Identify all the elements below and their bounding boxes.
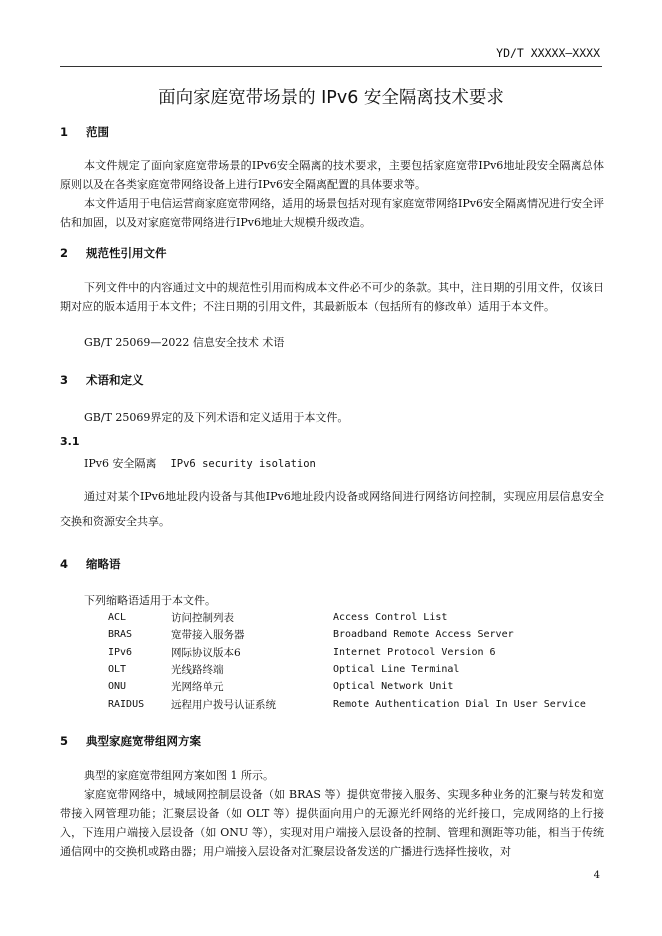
abbr-english: Optical Network Unit bbox=[333, 681, 454, 693]
abbr: IPv6 bbox=[108, 646, 133, 658]
section-number: 2 bbox=[60, 246, 69, 260]
section-3-heading bbox=[60, 372, 144, 388]
document-code: YD/T XXXXX—XXXX bbox=[496, 46, 600, 60]
section-5-heading bbox=[60, 733, 201, 749]
section-4-intro: 下列缩略语适用于本文件。 bbox=[84, 594, 216, 607]
term-definition bbox=[60, 484, 604, 534]
abbr-chinese: 光线路终端 bbox=[171, 664, 224, 677]
abbr-chinese: 网际协议版本6 bbox=[171, 646, 241, 659]
section-title: 术语和定义 bbox=[86, 373, 144, 387]
paragraph: 下列文件中的内容通过文中的规范性引用而构成本文件必不可少的条款。其中，注日期的引用文件，仅该日期对应的版本适用于本文件；不注日期的引用文件，其最新版本（包括所有的修改单）适用于本文件。 bbox=[60, 281, 604, 313]
section-number: 4 bbox=[60, 557, 69, 571]
page-number: 4 bbox=[593, 870, 600, 881]
section-4-heading bbox=[60, 556, 121, 572]
abbreviation-row bbox=[108, 678, 586, 695]
abbr: BRAS bbox=[108, 629, 133, 641]
abbreviation-row bbox=[108, 626, 586, 643]
abbr-chinese: 宽带接入服务器 bbox=[171, 629, 245, 642]
section-number: 3 bbox=[60, 373, 69, 387]
section-title: 典型家庭宽带组网方案 bbox=[86, 734, 201, 748]
abbr: ONU bbox=[108, 681, 127, 693]
section-1-body bbox=[60, 156, 604, 232]
abbr-english: Optical Line Terminal bbox=[333, 664, 460, 676]
section-number: 1 bbox=[60, 125, 69, 139]
abbr: OLT bbox=[108, 664, 127, 676]
paragraph: 典型的家庭宽带组网方案如图 1 所示。 bbox=[84, 769, 274, 782]
abbr: ACL bbox=[108, 612, 127, 624]
paragraph: 本文件适用于电信运营商家庭宽带网络，适用的场景包括对现有家庭宽带网络IPv6安全隔离情况进行安全评估和加固，以及对家庭宽带网络进行IPv6地址大规模升级改造。 bbox=[60, 197, 604, 229]
section-title: 缩略语 bbox=[86, 557, 121, 571]
section-3-intro: GB/T 25069界定的及下列术语和定义适用于本文件。 bbox=[84, 411, 349, 424]
abbr-english: Access Control List bbox=[333, 612, 448, 624]
abbr: RAIDUS bbox=[108, 698, 145, 710]
term-chinese: IPv6 安全隔离 bbox=[84, 457, 157, 470]
section-5-body bbox=[60, 766, 604, 861]
section-1-heading bbox=[60, 124, 109, 140]
abbreviation-row bbox=[108, 661, 586, 678]
abbreviation-row bbox=[108, 695, 586, 712]
paragraph: 通过对某个IPv6地址段内设备与其他IPv6地址段内设备或网络间进行网络访问控制，实现应用层信息安全交换和资源安全共享。 bbox=[60, 490, 604, 528]
abbr-english: Remote Authentication Dial In User Service bbox=[333, 698, 586, 710]
abbr-chinese: 光网络单元 bbox=[171, 681, 224, 694]
section-2-body bbox=[60, 278, 604, 316]
section-2-heading bbox=[60, 245, 167, 261]
document-title: 面向家庭宽带场景的 IPv6 安全隔离技术要求 bbox=[158, 88, 504, 108]
section-title: 规范性引用文件 bbox=[86, 246, 167, 260]
abbr-english: Internet Protocol Version 6 bbox=[333, 646, 496, 658]
paragraph: 家庭宽带网络中，城域网控制层设备（如 BRAS 等）提供宽带接入服务、实现多种业务的汇聚与转发和宽带接入网管理功能；汇聚层设备（如 OLT 等）提供面向用户的无源光纤网络的光纤接口，完成网络的上行接入，下连用户端接入层设备（如 ONU 等），实现对用户端接入层设备的控制、管理和测距等功能，相当于传统通信网中的交换机或路由器；用户端接入层设备对汇聚层设备发送的广播进行选择性接收，对 bbox=[60, 788, 604, 858]
header-divider bbox=[60, 66, 602, 67]
term-number: 3.1 bbox=[60, 435, 80, 448]
paragraph: 本文件规定了面向家庭宽带场景的IPv6安全隔离的技术要求，主要包括家庭宽带IPv6地址段安全隔离总体原则以及在各类家庭宽带网络设备上进行IPv6安全隔离配置的具体要求等。 bbox=[60, 159, 604, 191]
term-english: IPv6 security isolation bbox=[170, 458, 316, 470]
normative-reference: GB/T 25069—2022 信息安全技术 术语 bbox=[84, 336, 285, 349]
term-entry bbox=[84, 455, 316, 471]
abbreviation-row bbox=[108, 609, 586, 626]
abbreviation-list bbox=[108, 609, 586, 713]
section-number: 5 bbox=[60, 734, 69, 748]
abbreviation-row bbox=[108, 644, 586, 661]
abbr-chinese: 访问控制列表 bbox=[171, 612, 234, 625]
abbr-english: Broadband Remote Access Server bbox=[333, 629, 514, 641]
section-title: 范围 bbox=[86, 125, 109, 139]
abbr-chinese: 远程用户拨号认证系统 bbox=[171, 698, 276, 711]
